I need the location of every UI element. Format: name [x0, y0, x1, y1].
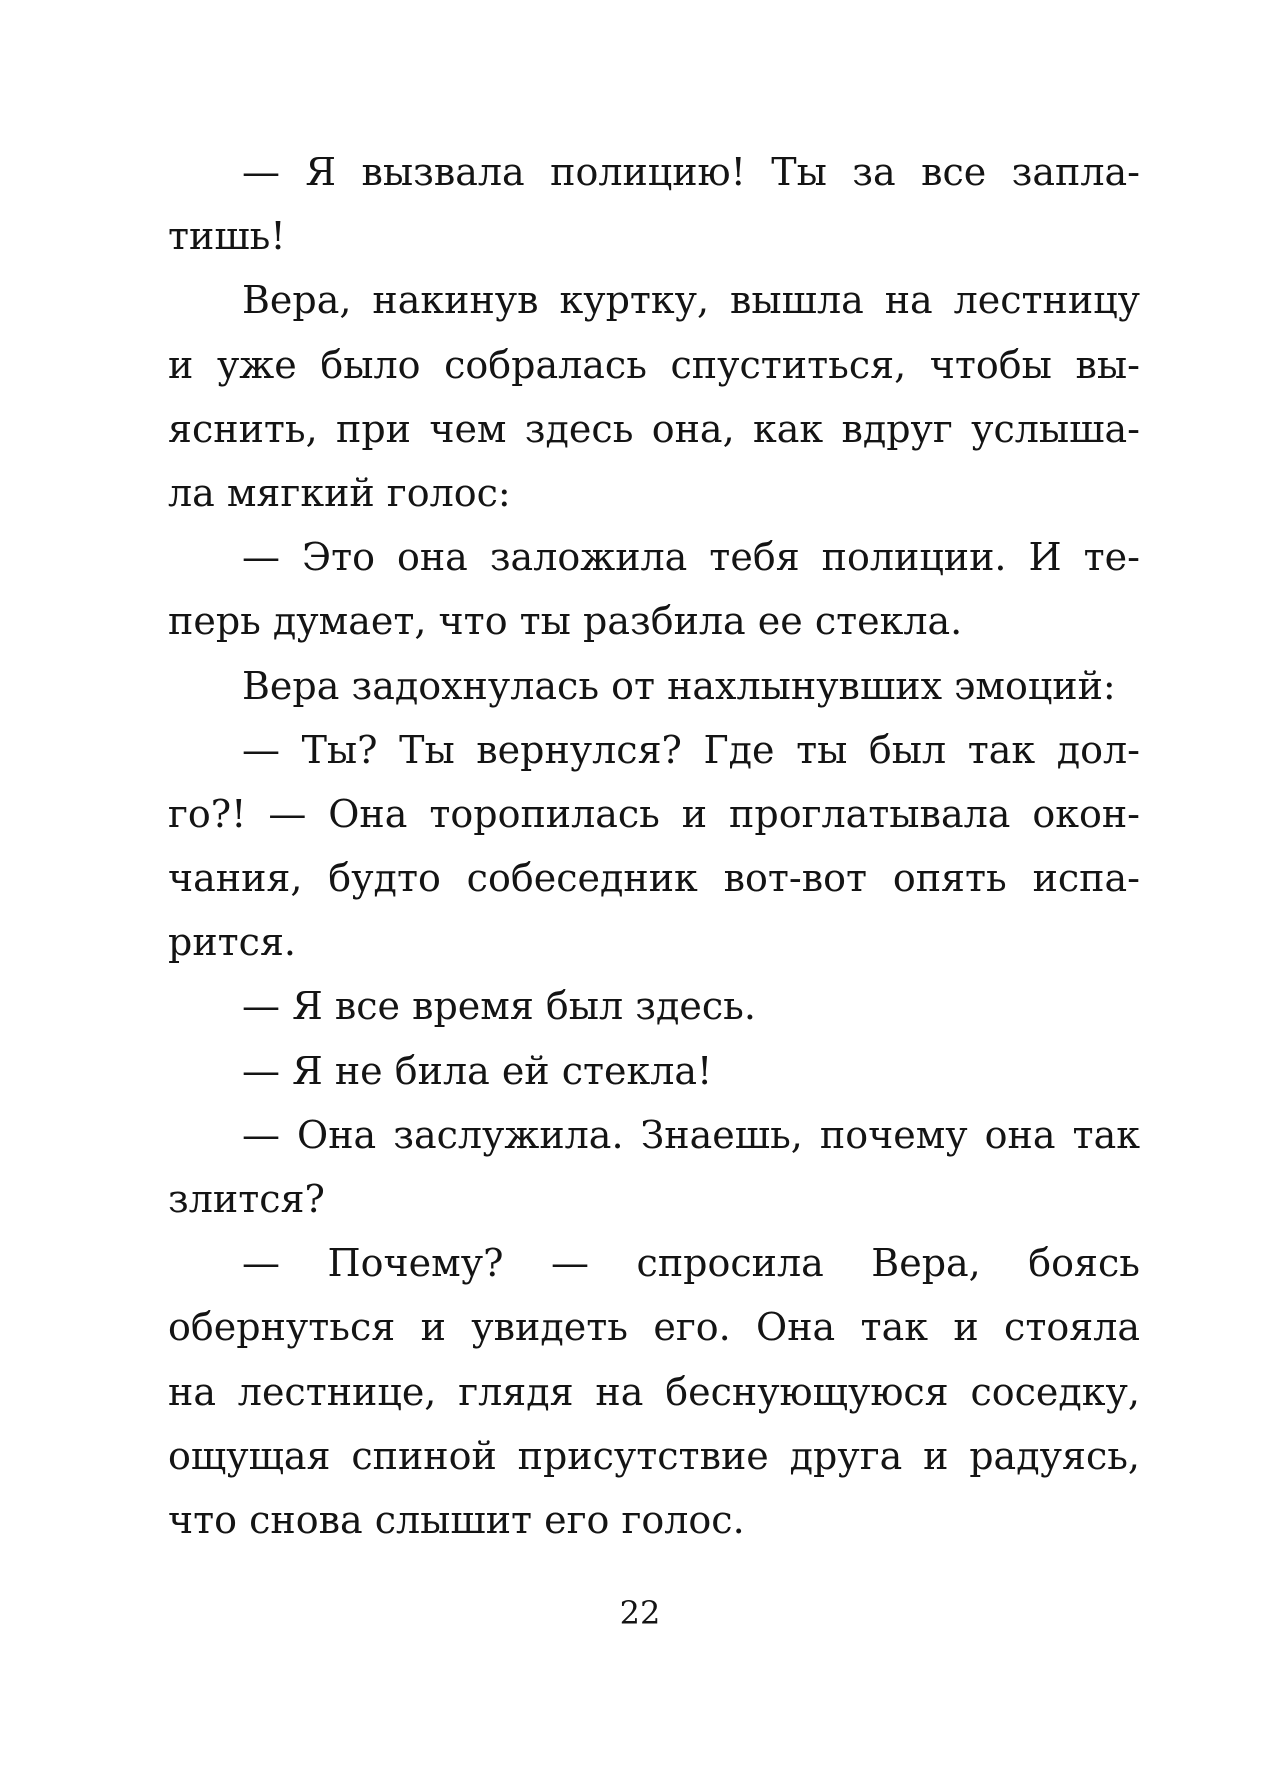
body-text [168, 140, 1140, 1552]
page-number: 22 [619, 1594, 661, 1632]
text-line: — Я все время был здесь. [242, 984, 756, 1029]
text-line: яснить, при чем здесь она, как вдруг услыша- [168, 406, 1140, 451]
text-line: ла мягкий голос: [168, 470, 511, 515]
text-line: чания, будто собеседник вот-вот опять испа- [168, 856, 1140, 901]
text-line: злится? [168, 1177, 325, 1221]
text-line: — Я вызвала полицию! Ты за все запла- [242, 150, 1140, 194]
text-line: — Я не била ей стекла! [242, 1048, 713, 1093]
text-line: — Ты? Ты вернулся? Где ты был так дол- [242, 727, 1140, 772]
text-line: обернуться и увидеть его. Она так и стояла [168, 1305, 1140, 1350]
text-line: — Почему? — спросила Вера, боясь [242, 1241, 1140, 1286]
text-line: что снова слышит его голос. [168, 1497, 745, 1542]
text-line: тишь! [168, 214, 286, 259]
text-line: — Она заслужила. Знаешь, почему она так [242, 1112, 1140, 1157]
text-line: на лестнице, глядя на беснующуюся соседку, [168, 1369, 1140, 1414]
text-line: Вера задохнулась от нахлынувших эмоций: [242, 663, 1116, 708]
text-line: перь думает, что ты разбила ее стекла. [168, 599, 963, 644]
text-line: Вера, накинув куртку, вышла на лестницу [242, 278, 1140, 323]
text-line: го?! — Она торопилась и проглатывала окон- [168, 791, 1140, 836]
text-line: ощущая спиной присутствие друга и радуясь, [168, 1433, 1140, 1478]
text-line: и уже было собралась спуститься, чтобы вы- [168, 342, 1140, 387]
text-line: рится. [168, 920, 297, 965]
text-line: — Это она заложила тебя полиции. И те- [242, 535, 1140, 580]
